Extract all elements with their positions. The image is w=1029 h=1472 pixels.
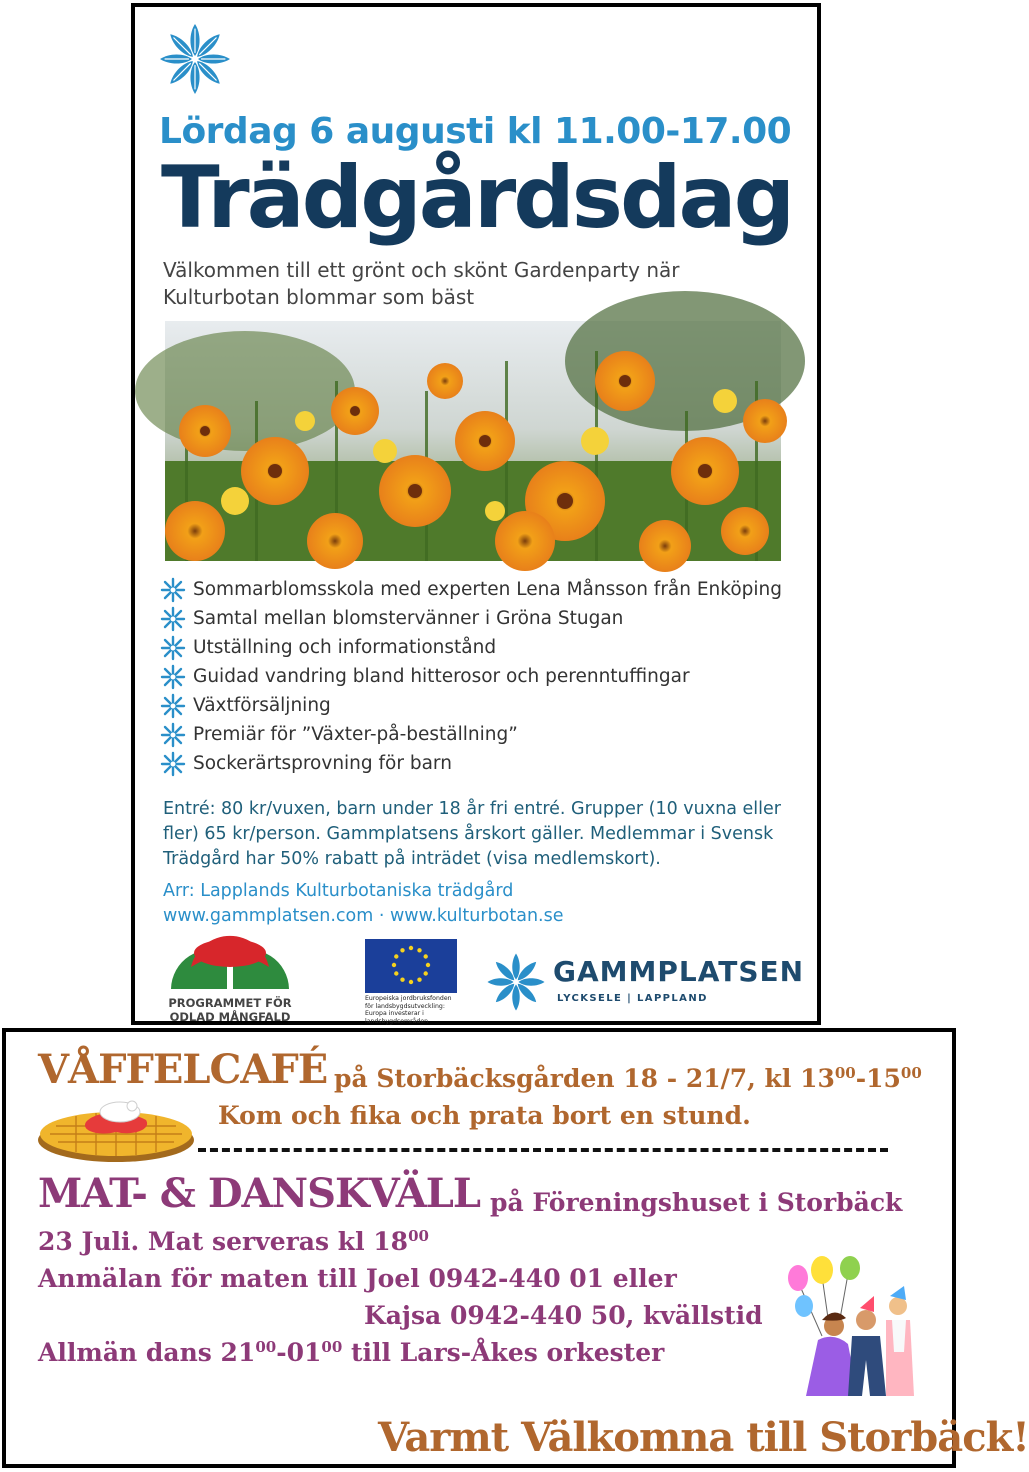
intro-text: Välkommen till ett grönt och skönt Gardenparty när Kulturbotan blommar som bäst [163, 258, 680, 309]
pom-logo [165, 937, 295, 1025]
page-title: Trädgårdsdag [161, 148, 793, 248]
gammplatsen-subline: LYCKSELE | LAPPLAND [557, 993, 708, 1004]
pom-arc-icon [165, 937, 295, 995]
list-item [161, 720, 782, 749]
flower-meadow-photo [165, 321, 781, 561]
dance-signup-line-2: Kajsa 0942-440 50, kvällstid [364, 1301, 763, 1330]
list-item-text: Guidad vandring bland hitterosor och perenntuffingar [193, 666, 690, 687]
pom-line-1: PROGRAMMET FÖR [168, 996, 292, 1010]
list-item-text: Sommarblomsskola med experten Lena Månsson från Enköping [193, 579, 783, 600]
waffle-icon [36, 1096, 196, 1164]
waffle-cafe-title: VÅFFELCAFÉ [38, 1046, 328, 1093]
list-item [161, 662, 782, 691]
list-item [161, 633, 782, 662]
dance-date-line [38, 1227, 429, 1256]
dance-music-text: Allmän dans 21 [38, 1338, 256, 1367]
list-item-text: Växtförsäljning [193, 695, 331, 716]
waffle-details-text: på Storbäcksgården 18 - 21/7, kl 13 [334, 1064, 835, 1093]
welcome-message: Varmt Välkomna till Storbäck! [378, 1414, 1029, 1461]
list-item [161, 575, 782, 604]
snowflake-flower-icon [161, 723, 185, 747]
waffle-tagline: Kom och fika och prata bort en stund. [218, 1101, 751, 1130]
list-item [161, 604, 782, 633]
gammplatsen-logo [485, 947, 815, 1017]
eu-flag-icon [365, 939, 457, 993]
website-links[interactable]: www.gammplatsen.com · www.kulturbotan.se [163, 906, 564, 926]
dance-title: MAT- & DANSKVÄLL [38, 1170, 480, 1217]
snowflake-flower-icon [161, 665, 185, 689]
event-poster [131, 3, 821, 1025]
list-item-text: Utställning och informationstånd [193, 637, 497, 658]
eu-caption: Europeiska jordbruksfonden för landsbygdsutveckling: Europa investerar i landsbygdsområden [365, 995, 452, 1025]
list-item-text: Sockerärtsprovning för barn [193, 753, 452, 774]
list-item [161, 749, 782, 778]
snowflake-flower-icon [161, 694, 185, 718]
dance-place: på Föreningshuset i Storbäck [490, 1188, 903, 1217]
pom-line-2: ODLAD MÅNGFALD [169, 1010, 291, 1024]
snowflake-flower-icon [161, 752, 185, 776]
snowflake-flower-icon [161, 607, 185, 631]
list-item-text: Samtal mellan blomstervänner i Gröna Stugan [193, 608, 624, 629]
event-date: Lördag 6 augusti kl 11.00-17.00 [159, 111, 792, 152]
dance-time-sup: 00 [255, 1338, 277, 1356]
waffle-cafe-details [334, 1064, 922, 1093]
dance-date-text: 23 Juli. Mat serveras kl 18 [38, 1227, 409, 1256]
dance-signup-line: Anmälan för maten till Joel 0942-440 01 eller [38, 1264, 677, 1293]
dance-time-sup: 00 [408, 1227, 429, 1245]
dance-time-sup: 00 [321, 1338, 343, 1356]
snowflake-flower-icon [161, 578, 185, 602]
dance-music-text: -01 [276, 1338, 322, 1367]
dancing-party-icon [782, 1256, 922, 1402]
program-list [161, 575, 782, 778]
gammplatsen-wordmark: GAMMPLATSEN [553, 955, 805, 988]
entry-fee-text: Entré: 80 kr/vuxen, barn under 18 år fri entré. Grupper (10 vuxna eller fler) 65 kr/person. Gammplatsens årskort gäller. Medlemmar i Svensk Trädgård har 50% rabatt på inträdet (visa medlemskort). [163, 799, 781, 869]
organizer-name: Arr: Lapplands Kulturbotaniska trädgård [163, 881, 514, 901]
list-item-text: Premiär för ”Växter-på-beställning” [193, 724, 518, 745]
dance-music-line [38, 1338, 664, 1367]
list-item [161, 691, 782, 720]
dance-music-text: till Lars-Åkes orkester [342, 1338, 665, 1367]
waffle-details-end: -15 [855, 1064, 901, 1093]
blue-flower-logo-icon [157, 21, 233, 97]
dashed-divider [198, 1148, 888, 1152]
eu-logo [365, 939, 457, 1029]
snowflake-flower-icon [161, 636, 185, 660]
waffle-time-sup: 00 [834, 1064, 856, 1082]
blue-flower-logo-icon [485, 951, 547, 1013]
waffle-time-sup: 00 [900, 1064, 922, 1082]
organizer-block [163, 879, 813, 929]
